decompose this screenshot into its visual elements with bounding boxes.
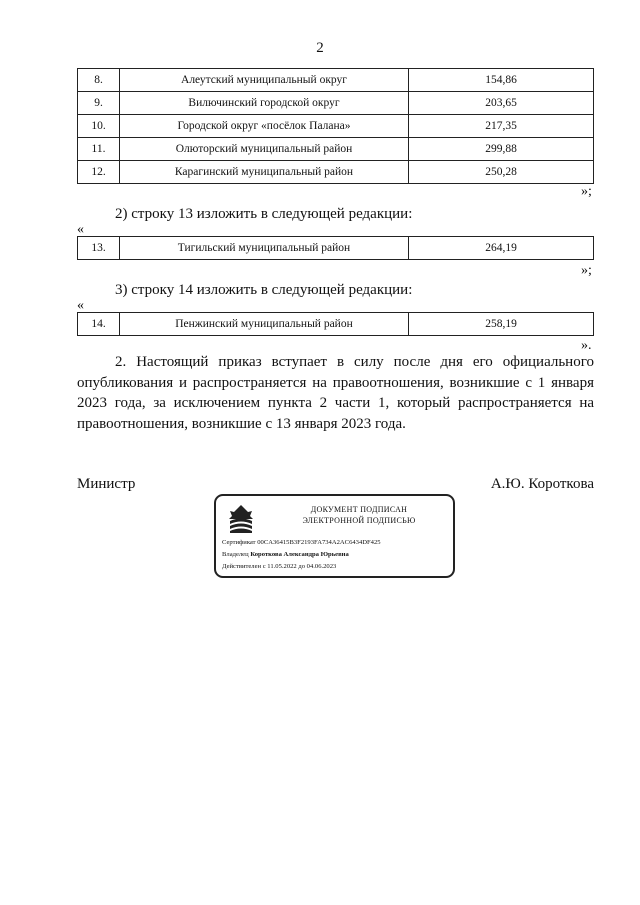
certificate-label: Сертификат [222,539,256,546]
signature-position: Министр [77,476,136,492]
effective-date-paragraph: 2. Настоящий приказ вступает в силу после дня его официального опубликования и распространяется на правоотношения, возникшие с 1 января 2023 года, за исключением пункта 2 части 1, который распространяется на правоотношения, возникшие с 13 января 2023 года. [77,354,594,432]
row-value: 299,88 [409,138,594,161]
row-name: Городской округ «посёлок Палана» [120,115,409,138]
row-name: Олюторский муниципальный район [120,138,409,161]
stamp-owner [222,550,349,559]
row-13-table [77,236,594,260]
row-value: 250,28 [409,161,594,184]
row-name: Алеутский муниципальный округ [120,69,409,92]
table-row [78,237,594,260]
row-value: 264,19 [409,237,594,260]
closing-quote: »; [581,184,592,199]
stamp-title [264,504,454,526]
row-number: 13. [78,237,120,260]
row-name: Вилючинский городской округ [120,92,409,115]
row-value: 203,65 [409,92,594,115]
row-number: 12. [78,161,120,184]
page-number: 2 [316,40,324,56]
coat-of-arms-icon [224,502,258,536]
table-row [78,92,594,115]
opening-quote: « [77,298,84,313]
table-row [78,138,594,161]
row-number: 10. [78,115,120,138]
row-name: Пенжинский муниципальный район [120,313,409,336]
certificate-value: 00CA36415B3F2193FA734A2AC6434DF425 [257,539,381,546]
validity-value: с 11.05.2022 до 04.06.2023 [262,563,337,570]
table-row [78,115,594,138]
opening-quote: « [77,222,84,237]
table-row [78,161,594,184]
table-row [78,313,594,336]
owner-value: Короткова Александра Юрьевна [250,551,349,558]
stamp-certificate [222,538,381,547]
owner-label: Владелец [222,551,249,558]
stamp-title-line-2: ЭЛЕКТРОННОЙ ПОДПИСЬЮ [302,516,416,525]
row-number: 8. [78,69,120,92]
closing-quote: ». [581,338,592,353]
signature-name: А.Ю. Короткова [490,476,594,492]
stamp-validity [222,562,336,571]
electronic-signature-stamp [214,494,455,578]
row-value: 154,86 [409,69,594,92]
row-number: 9. [78,92,120,115]
validity-label: Действителен [222,563,262,570]
row-value: 217,35 [409,115,594,138]
amendment-item-2: 2) строку 13 изложить в следующей редакции: [115,206,413,222]
row-number: 11. [78,138,120,161]
row-name: Тигильский муниципальный район [120,237,409,260]
allocation-table [77,68,594,184]
row-number: 14. [78,313,120,336]
closing-quote: »; [581,263,592,278]
row-value: 258,19 [409,313,594,336]
row-name: Карагинский муниципальный район [120,161,409,184]
stamp-title-line-1: ДОКУМЕНТ ПОДПИСАН [310,505,408,514]
row-14-table [77,312,594,336]
amendment-item-3: 3) строку 14 изложить в следующей редакции: [115,282,413,298]
table-row [78,69,594,92]
